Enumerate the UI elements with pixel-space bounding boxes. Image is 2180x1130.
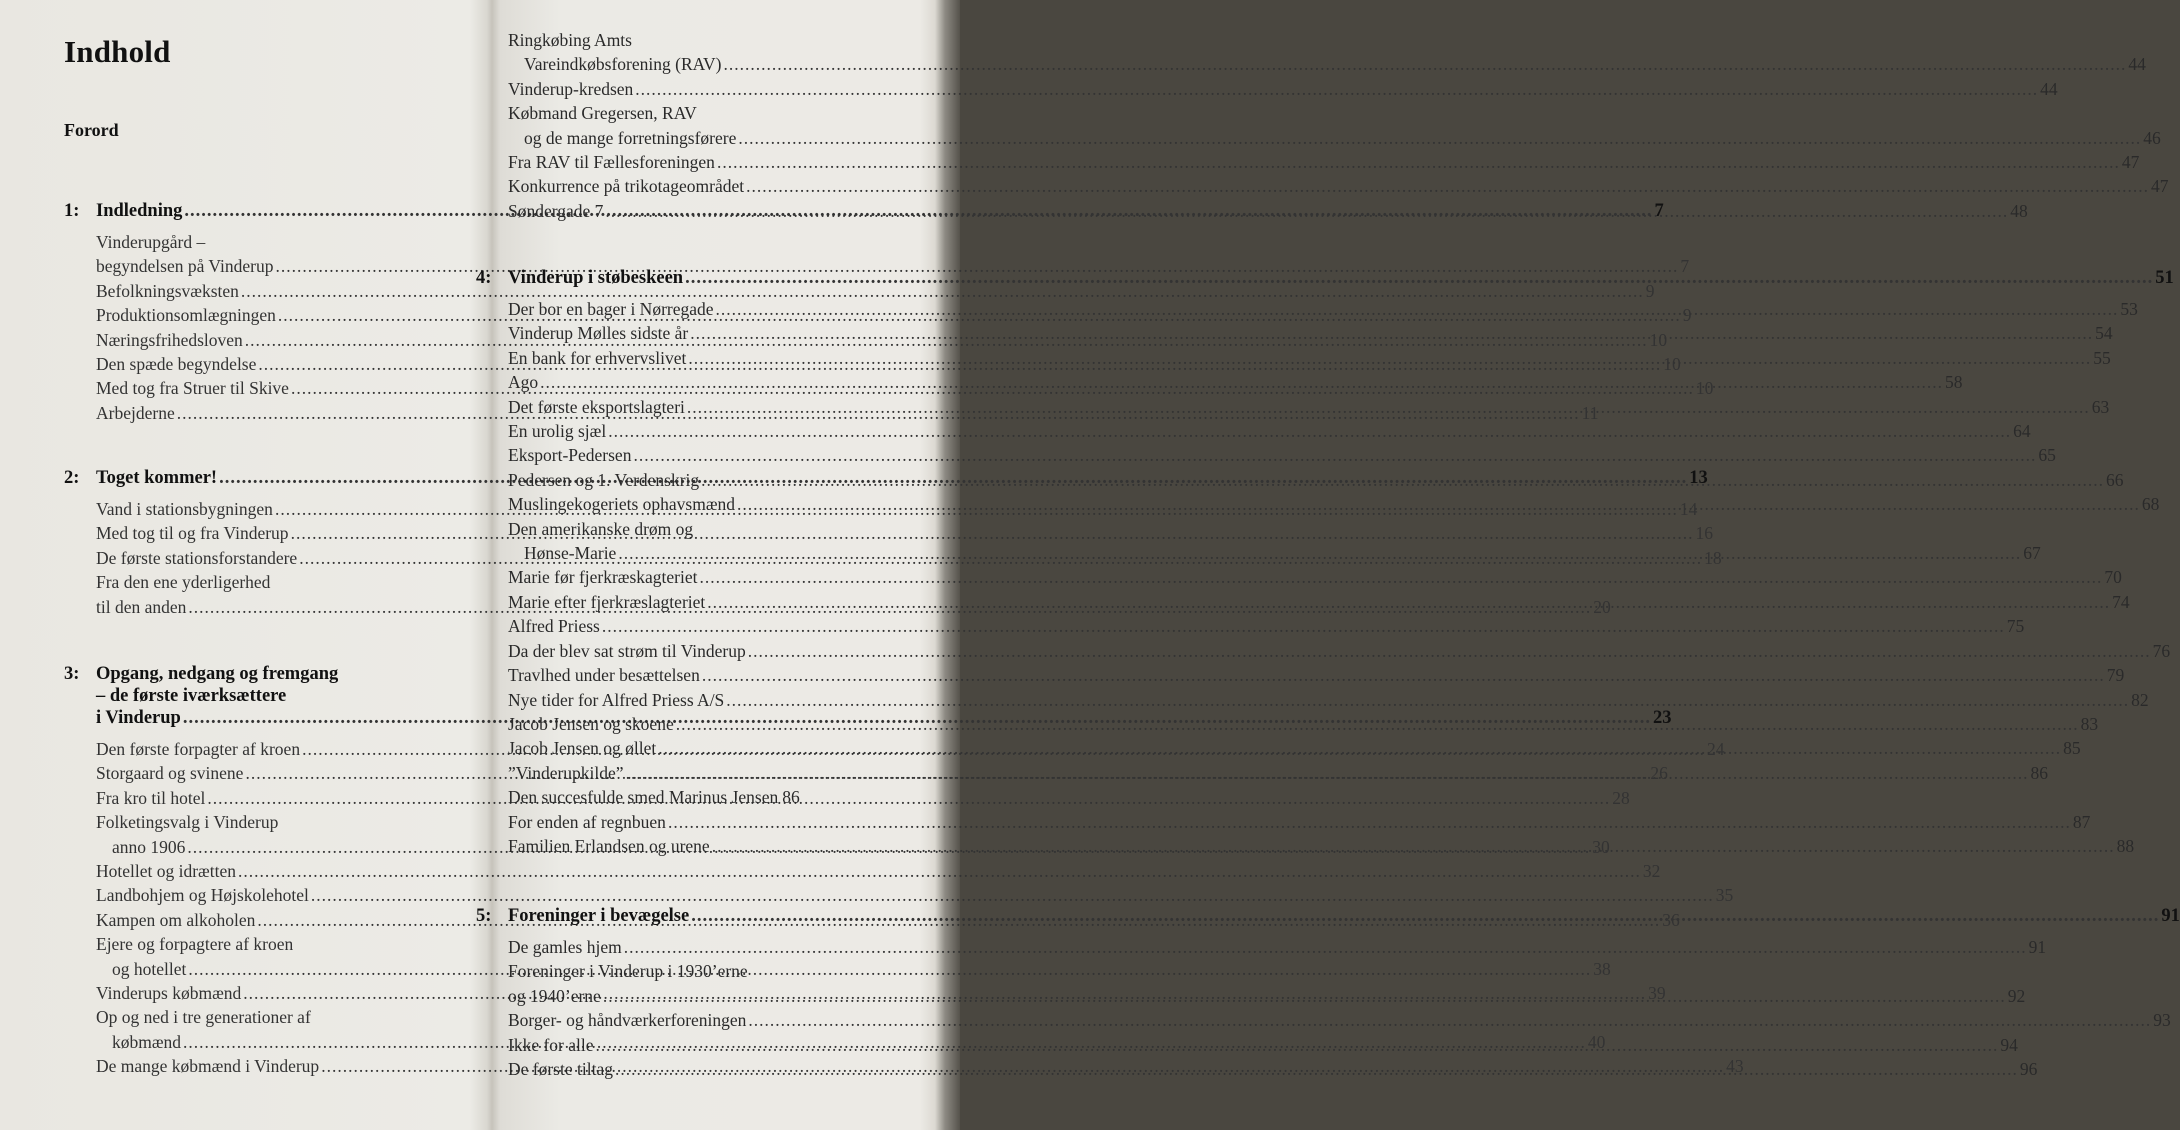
continued-entries bbox=[476, 28, 2169, 223]
toc-entry bbox=[508, 614, 2025, 638]
toc-entry-row bbox=[96, 859, 1661, 883]
toc-entry-text: Ejere og forpagtere af kroen bbox=[96, 934, 294, 955]
toc-entry-text: begyndelsen på Vinderup bbox=[96, 256, 274, 277]
toc-entry-row bbox=[508, 77, 2058, 101]
chapter-title-text: Opgang, nedgang og fremgang bbox=[96, 664, 339, 684]
toc-entry-text: Jacob Jensen og øllet bbox=[508, 738, 657, 759]
toc-page-number: 43 bbox=[1726, 1056, 1744, 1077]
chapter-number: 4: bbox=[476, 268, 492, 288]
toc-entry-row bbox=[508, 199, 2028, 223]
toc-page-number: 66 bbox=[2106, 469, 2124, 490]
toc-entry-text: Pedersen og 1. Verdenskrig bbox=[508, 469, 700, 490]
toc-entry-row bbox=[508, 174, 2169, 198]
toc-page-number: 54 bbox=[2095, 323, 2113, 344]
chapter-title-row bbox=[508, 905, 2180, 927]
chapter-page-number: 13 bbox=[1689, 468, 1708, 488]
dot-leader bbox=[608, 419, 2011, 443]
toc-entry bbox=[508, 935, 2047, 959]
toc-page-number: 7 bbox=[1680, 256, 1690, 277]
dot-leader bbox=[724, 52, 2127, 76]
chapter-page-number: 51 bbox=[2155, 268, 2174, 288]
toc-page-number: 36 bbox=[1662, 909, 1680, 930]
toc-entry-text: Næringsfrihedsloven bbox=[96, 329, 243, 350]
dot-leader bbox=[737, 492, 2140, 516]
toc-page-number: 24 bbox=[1706, 739, 1725, 759]
toc-entry-text: Den spæde begyndelse bbox=[96, 354, 257, 375]
toc-entry-text: Produktionsomlægningen bbox=[96, 305, 276, 326]
dot-leader bbox=[602, 614, 2005, 638]
toc-entry-text: Vinderup-kredsen bbox=[508, 78, 634, 99]
toc-entry-text: Søndergade 7 bbox=[508, 200, 604, 221]
toc-entry bbox=[508, 101, 2161, 150]
dot-leader bbox=[615, 1057, 2018, 1081]
toc-entry-text: Den amerikanske drøm og bbox=[508, 518, 694, 539]
toc-entry-text: og hotellet bbox=[112, 958, 187, 979]
toc-entry-row bbox=[508, 126, 2161, 150]
toc-page-number: 26 bbox=[1650, 763, 1668, 784]
dot-leader bbox=[687, 395, 2090, 419]
toc-entry-row bbox=[508, 419, 2031, 443]
toc-page-number: 94 bbox=[2000, 1034, 2018, 1055]
dot-leader bbox=[596, 1033, 1999, 1057]
toc-entry-row bbox=[508, 639, 2171, 663]
page-title: Indhold bbox=[64, 34, 171, 69]
toc-entry-text: Foreninger i Vinderup i 1930’erne bbox=[508, 961, 748, 982]
chapter-number: 2: bbox=[64, 468, 80, 488]
toc-entry-text: og 1940’erne bbox=[508, 985, 601, 1006]
toc-page-number: 96 bbox=[2019, 1059, 2038, 1080]
dot-leader bbox=[626, 761, 2029, 785]
toc-entry-text: Med tog til og fra Vinderup bbox=[96, 523, 289, 544]
toc-entry-row bbox=[508, 785, 842, 809]
toc-page-number: 58 bbox=[1945, 372, 1963, 393]
toc-entry bbox=[508, 199, 2028, 223]
toc-page-number: 28 bbox=[1612, 787, 1630, 808]
toc-entry-text: De første tiltag bbox=[508, 1059, 613, 1080]
dot-leader bbox=[688, 346, 2091, 370]
toc-page-number: 38 bbox=[1593, 958, 1611, 979]
toc-entry-text: Vinderup Mølles sidste år bbox=[508, 323, 689, 344]
toc-entry-text: købmænd bbox=[112, 1031, 182, 1052]
toc-entry-text: En bank for erhvervslivet bbox=[508, 347, 687, 368]
toc-entry-text: Det første eksportslagteri bbox=[508, 396, 685, 417]
toc-entry-text: Eksport-Pedersen bbox=[508, 445, 632, 466]
toc-entry bbox=[508, 419, 2031, 443]
toc-entry bbox=[508, 297, 2138, 321]
dot-leader bbox=[726, 688, 2129, 712]
toc-page-number: 30 bbox=[1592, 836, 1610, 857]
toc-page-number: 48 bbox=[2010, 200, 2028, 221]
toc-entry bbox=[508, 785, 842, 809]
toc-page-number: 40 bbox=[1587, 1031, 1606, 1052]
continued-entry-list bbox=[508, 28, 2169, 223]
toc-page-number: 44 bbox=[2040, 78, 2058, 99]
dot-leader bbox=[188, 957, 1591, 981]
toc-entry-text: Fra RAV til Fællesforeningen bbox=[508, 152, 715, 173]
toc-entry-text: Kampen om alkoholen bbox=[96, 909, 256, 930]
toc-page-number: 46 bbox=[2143, 127, 2161, 148]
toc-entry-text: anno 1906 bbox=[112, 836, 186, 857]
toc-page-number: 64 bbox=[2013, 421, 2031, 442]
toc-entry bbox=[508, 663, 2125, 687]
toc-entry-text: Ringkøbing Amts bbox=[508, 30, 632, 50]
toc-entry-text: Med tog fra Struer til Skive bbox=[96, 378, 289, 399]
dot-leader bbox=[746, 174, 2149, 198]
preface-heading: Forord bbox=[64, 120, 119, 140]
toc-entry-text: De mange købmænd i Vinderup bbox=[96, 1056, 320, 1077]
toc-page-number: 88 bbox=[2116, 835, 2135, 856]
toc-entry-text: og de mange forretningsførere bbox=[524, 127, 737, 148]
toc-page-number: 18 bbox=[1704, 547, 1722, 568]
dot-leader bbox=[748, 1008, 2151, 1032]
toc-entry-text: ”Vinderupkilde” bbox=[508, 762, 624, 783]
dot-leader bbox=[624, 935, 2027, 959]
dot-leader bbox=[712, 834, 2115, 858]
toc-entry bbox=[96, 883, 1734, 907]
dot-leader bbox=[738, 126, 2141, 150]
toc-page-number: 65 bbox=[2038, 445, 2056, 466]
toc-entry-text: Alfred Priess bbox=[508, 616, 600, 637]
toc-page-number: 79 bbox=[2106, 665, 2125, 686]
chapter-title-text: Toget kommer! bbox=[96, 468, 218, 488]
toc-page-number: 86 bbox=[782, 787, 800, 808]
toc-entry-row bbox=[508, 688, 2149, 712]
dot-leader bbox=[700, 565, 2103, 589]
toc-entry bbox=[508, 639, 2171, 663]
toc-page-number: 63 bbox=[2091, 396, 2110, 417]
toc-entry bbox=[96, 859, 1661, 883]
toc-page-number: 92 bbox=[2007, 985, 2026, 1006]
toc-entry bbox=[508, 1008, 2171, 1032]
toc-page-number: 35 bbox=[1715, 885, 1734, 906]
toc-entry-text: Borger- og håndværkerforeningen bbox=[508, 1010, 747, 1031]
chapter-page-number: 23 bbox=[1652, 708, 1672, 728]
chapter-page-number: 91 bbox=[2161, 906, 2180, 926]
toc-page-number: 68 bbox=[2141, 494, 2160, 515]
toc-entry-row bbox=[508, 935, 2047, 959]
chapter-title-block bbox=[508, 905, 2180, 927]
toc-entry-text: Vand i stationsbygningen bbox=[96, 499, 273, 519]
toc-entry bbox=[508, 28, 2146, 77]
toc-page-number: 53 bbox=[2120, 299, 2138, 319]
chapter-number: 5: bbox=[476, 906, 492, 926]
toc-entry-text: Hønse-Marie bbox=[524, 543, 617, 564]
toc-entry-text: Fra kro til hotel bbox=[96, 787, 206, 808]
toc-entry bbox=[508, 810, 2091, 834]
dot-leader bbox=[702, 663, 2105, 687]
toc-entry-text: Den første forpagter af kroen bbox=[96, 739, 301, 759]
toc-page-number: 91 bbox=[2028, 937, 2047, 957]
dot-leader bbox=[717, 150, 2120, 174]
toc-entry-text: Konkurrence på trikotageområdet bbox=[508, 176, 745, 197]
toc-entry-row bbox=[508, 1008, 2171, 1032]
toc-page-number: 9 bbox=[1682, 305, 1692, 326]
toc-page-number: 10 bbox=[1695, 378, 1714, 399]
chapter-title-block bbox=[508, 267, 2174, 289]
toc-entry-row bbox=[508, 614, 2025, 638]
toc-page-number: 76 bbox=[2152, 640, 2171, 661]
toc-entry-text: Den succesfulde smed Marinus Jensen bbox=[508, 787, 779, 808]
toc-page-number: 44 bbox=[2128, 54, 2146, 75]
toc-entry-text: Marie efter fjerkræslagteriet bbox=[508, 591, 706, 612]
toc-entry-text: Op og ned i tre generationer af bbox=[96, 1007, 311, 1028]
toc-entry-row bbox=[96, 279, 1655, 303]
dot-leader bbox=[238, 859, 1641, 883]
dot-leader bbox=[676, 712, 2079, 736]
toc-page-number: 75 bbox=[2006, 616, 2025, 637]
toc-page-number: 85 bbox=[2063, 738, 2081, 759]
toc-page-number: 32 bbox=[1642, 861, 1661, 882]
toc-entry bbox=[508, 174, 2169, 198]
toc-page-number: 20 bbox=[1593, 596, 1611, 617]
toc-entry-row bbox=[508, 565, 2122, 589]
toc-page-number: 86 bbox=[2030, 762, 2048, 783]
toc-entry-text: Fra den ene yderligerhed bbox=[96, 572, 271, 593]
dot-leader bbox=[540, 370, 1943, 394]
toc-entry-text: Arbejderne bbox=[96, 402, 175, 423]
chapter-title-row bbox=[508, 267, 2174, 289]
toc-entry-text: Vinderupgård – bbox=[96, 232, 206, 252]
toc-entry bbox=[508, 443, 2056, 467]
chapter-title-text: i Vinderup bbox=[96, 708, 181, 728]
chapter-title-text: Indledning bbox=[96, 201, 183, 221]
toc-entry bbox=[508, 150, 2140, 174]
dot-leader bbox=[207, 786, 1610, 810]
toc-entry-text: Der bor en bager i Nørregade bbox=[508, 299, 714, 319]
dot-leader bbox=[691, 905, 2159, 927]
dot-leader bbox=[658, 736, 2061, 760]
toc-entry-row bbox=[508, 297, 2138, 321]
dot-leader bbox=[690, 321, 2093, 345]
dot-leader bbox=[618, 541, 2021, 565]
chapter-number: 1: bbox=[64, 201, 80, 221]
toc-entry-row bbox=[508, 663, 2125, 687]
toc-page-number: 74 bbox=[2112, 591, 2130, 612]
toc-entry-text: Muslingekogeriets ophavsmænd bbox=[508, 494, 735, 515]
toc-entry bbox=[508, 688, 2149, 712]
chapter-title-text: Vinderup i støbeskeen bbox=[508, 268, 684, 288]
chapter-title-text: – de første iværksættere bbox=[96, 686, 287, 706]
dot-leader bbox=[605, 199, 2008, 223]
dot-leader bbox=[668, 810, 2071, 834]
dot-leader bbox=[603, 984, 2006, 1008]
toc-entry-text: Familien Erlandsen og urene bbox=[508, 835, 710, 856]
toc-entry-text: Vinderups købmænd bbox=[96, 983, 242, 1004]
toc-page-number: 11 bbox=[1581, 402, 1599, 423]
toc-entry-text: Ikke for alle bbox=[508, 1034, 594, 1055]
toc-entry-text: Nye tider for Alfred Priess A/S bbox=[508, 689, 725, 710]
toc-entry-text: Ago bbox=[508, 372, 539, 393]
toc-page-number: 70 bbox=[2104, 567, 2122, 588]
dot-leader bbox=[685, 267, 2153, 289]
toc-entry-text: Befolkningsvæksten bbox=[96, 280, 239, 301]
toc-page-number: 10 bbox=[1649, 329, 1668, 350]
toc-entry-text: Landbohjem og Højskolehotel bbox=[96, 885, 309, 906]
toc-entry-row bbox=[96, 883, 1734, 907]
toc-entry-text: Jacob Jensen og skoene bbox=[508, 713, 674, 734]
toc-entry-text: Storgaard og svinene bbox=[96, 763, 244, 784]
toc-entry-text: Da der blev sat strøm til Vinderup bbox=[508, 640, 746, 661]
toc-page-number: 82 bbox=[2131, 689, 2149, 710]
toc-entry-text: En urolig sjæl bbox=[508, 421, 607, 442]
chapter-title-text: Foreninger i bevægelse bbox=[508, 906, 690, 926]
toc-entry-text: Folketingsvalg i Vinderup bbox=[96, 812, 279, 833]
toc-entry-text: Købmand Gregersen, RAV bbox=[508, 103, 697, 124]
toc-page-number: 93 bbox=[2153, 1010, 2171, 1031]
toc-page-number: 14 bbox=[1679, 499, 1698, 519]
toc-page-number: 55 bbox=[2093, 347, 2111, 368]
toc-page-number: 67 bbox=[2023, 543, 2041, 564]
toc-entry bbox=[508, 565, 2122, 589]
toc-entry-text: For enden af regnbuen bbox=[508, 811, 666, 832]
dot-leader bbox=[707, 590, 2110, 614]
toc-entry-row bbox=[508, 443, 2056, 467]
toc-entry-row bbox=[508, 52, 2146, 76]
toc-entry bbox=[96, 279, 1655, 303]
toc-page-number: 47 bbox=[2121, 152, 2140, 173]
toc-entry-text: Hotellet og idrætten bbox=[96, 861, 236, 882]
toc-entry-text: De gamles hjem bbox=[508, 937, 622, 957]
dot-leader bbox=[701, 468, 2104, 492]
toc-entry-row bbox=[508, 150, 2140, 174]
dot-leader bbox=[635, 77, 2038, 101]
toc-entry-text: De første stationsforstandere bbox=[96, 547, 298, 568]
toc-page-number: 10 bbox=[1663, 354, 1681, 375]
toc-entry-text: Marie før fjerkræskagteriet bbox=[508, 567, 698, 588]
toc-entry-row bbox=[508, 810, 2091, 834]
dot-leader bbox=[633, 443, 2036, 467]
toc-entry-text: til den anden bbox=[96, 596, 187, 617]
toc-entry-text: Travlhed under besættelsen bbox=[508, 665, 700, 686]
toc-page-number: 47 bbox=[2151, 176, 2169, 197]
dot-leader bbox=[716, 297, 2119, 321]
toc-page-number: 83 bbox=[2080, 713, 2099, 734]
toc-entry-text: Vareindkøbsforening (RAV) bbox=[524, 54, 722, 75]
toc-page-number: 39 bbox=[1648, 983, 1666, 1004]
chapter-number: 3: bbox=[64, 664, 80, 684]
chapter-heading bbox=[476, 267, 2174, 289]
toc-page-number: 16 bbox=[1695, 523, 1713, 544]
toc-page-number: 9 bbox=[1645, 280, 1655, 301]
dot-leader bbox=[748, 639, 2151, 663]
toc-entry bbox=[508, 77, 2058, 101]
chapter-page-number: 7 bbox=[1654, 201, 1664, 221]
toc-page-number: 87 bbox=[2072, 811, 2091, 832]
